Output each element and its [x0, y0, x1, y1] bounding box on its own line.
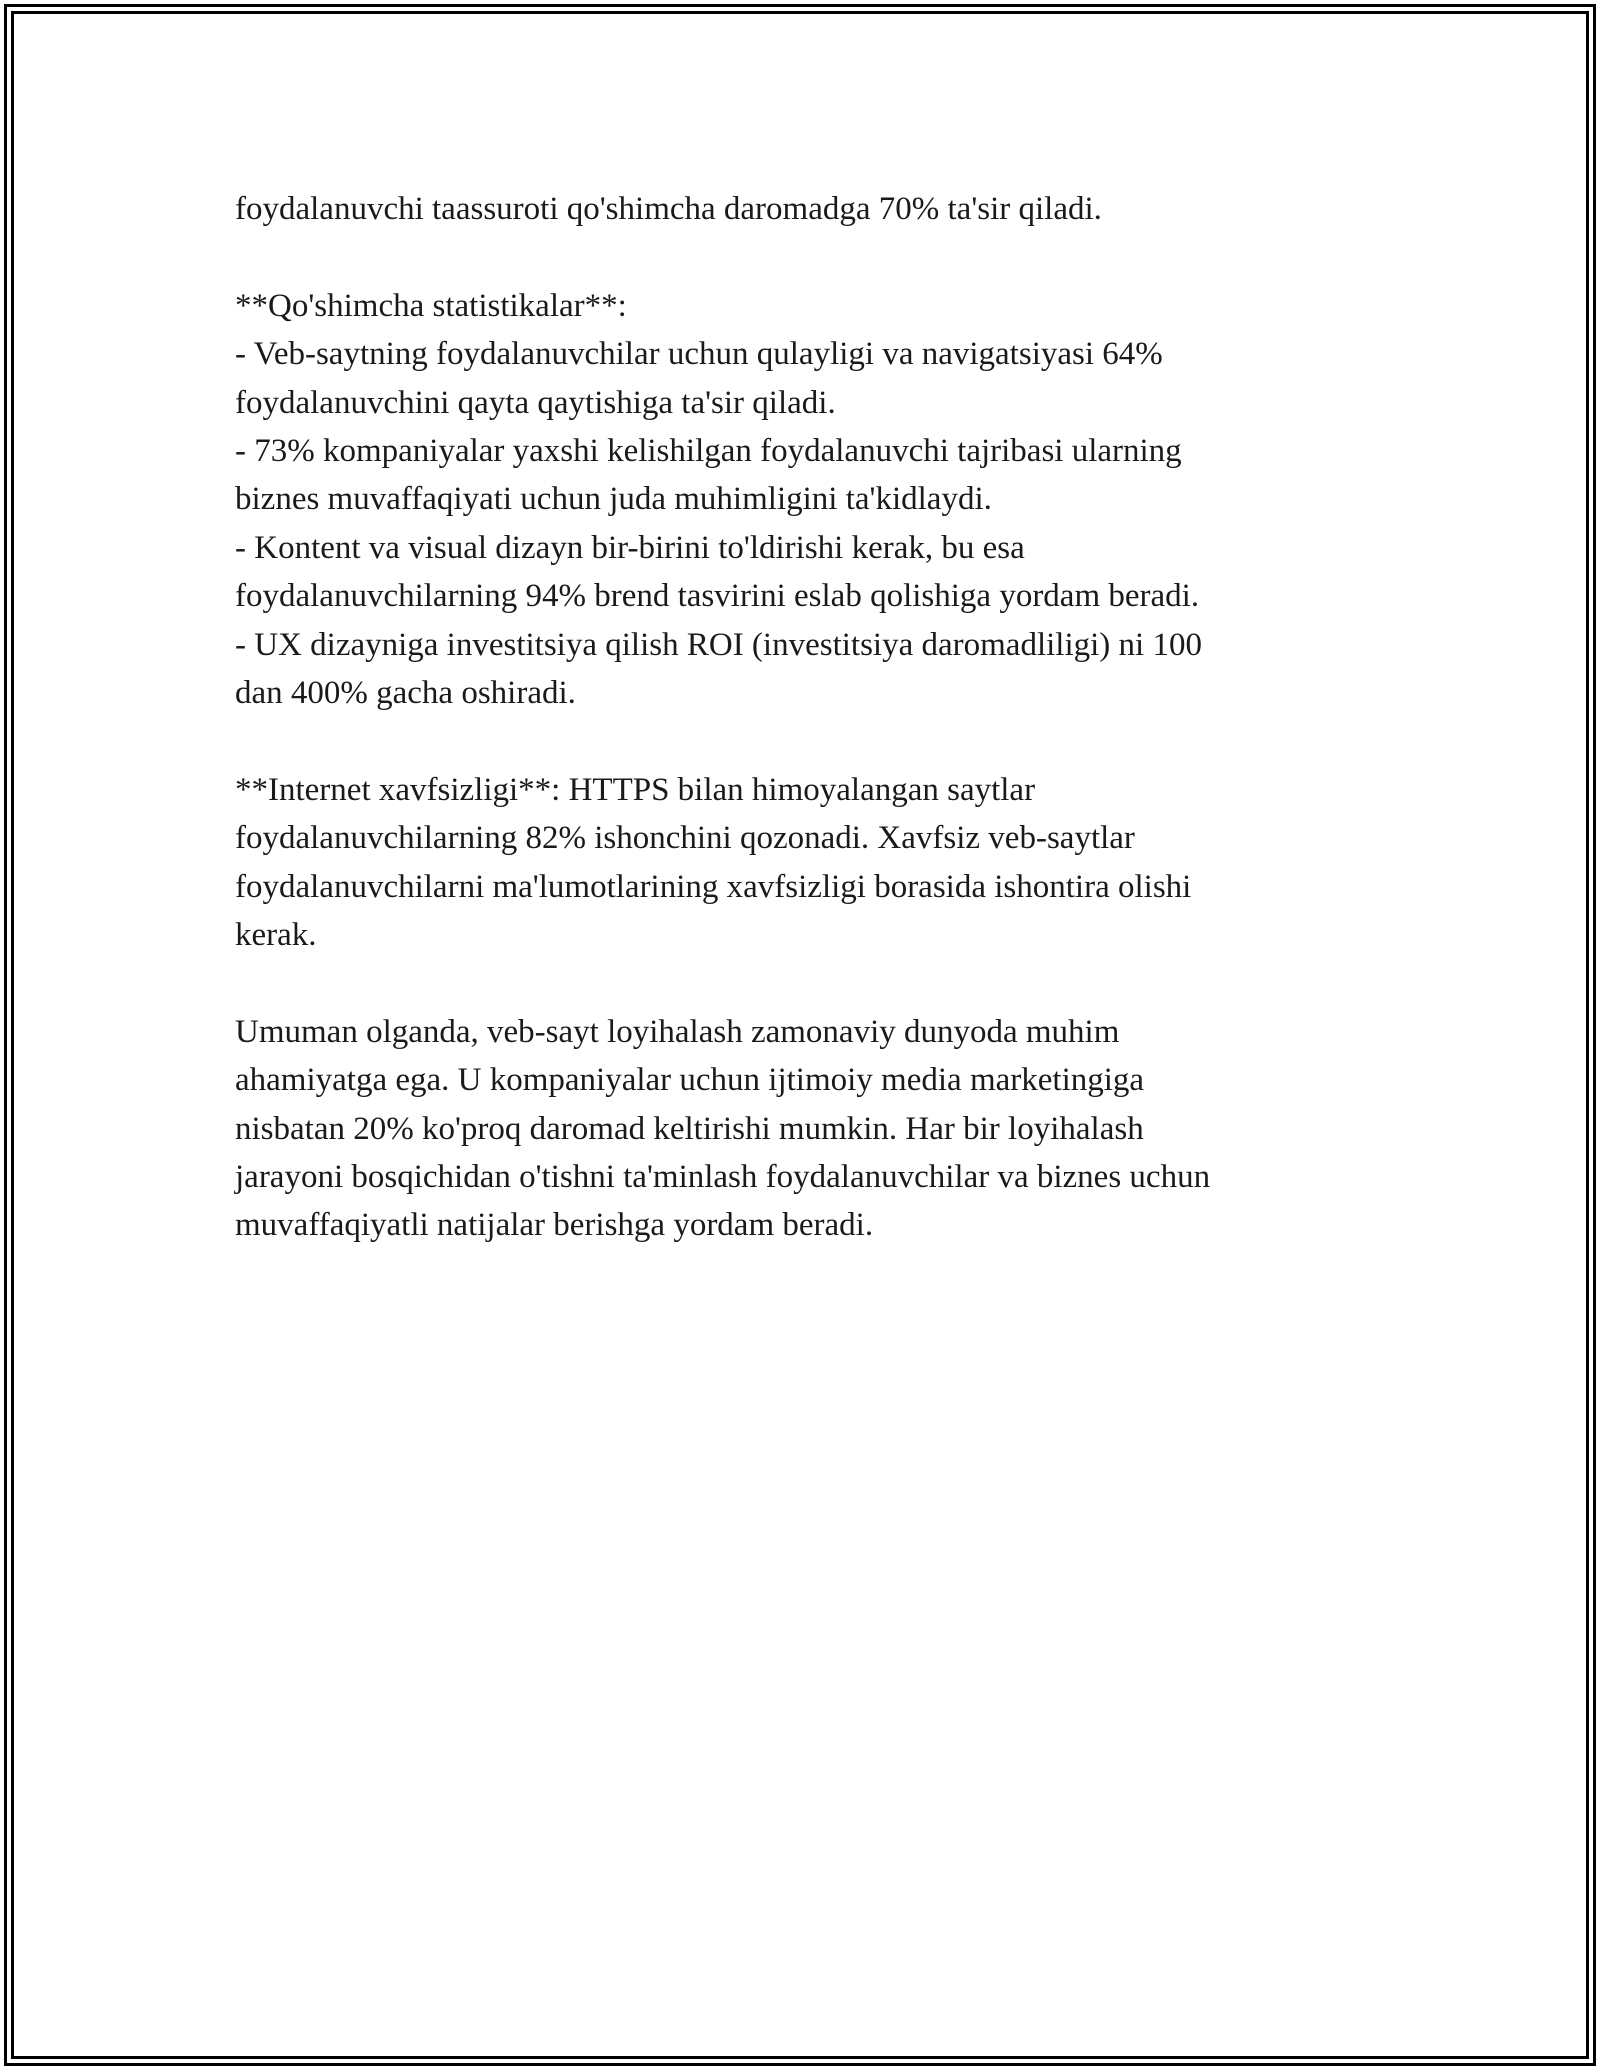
paragraph-2-line-7: foydalanuvchilarning 94% brend tasvirini eslab qolishiga yordam beradi.	[235, 578, 1200, 615]
paragraph-2-line-4: - 73% kompaniyalar yaxshi kelishilgan foydalanuvchi tajribasi ularning	[235, 433, 1182, 470]
paragraph-spacer	[235, 959, 1365, 1007]
paragraph-2-line-2: - Veb-saytning foydalanuvchilar uchun qulayligi va navigatsiyasi 64%	[235, 336, 1163, 373]
paragraph-2-line-5: biznes muvaffaqiyati uchun juda muhimligini ta'kidlaydi.	[235, 481, 992, 518]
paragraph-3-line-3: foydalanuvchilarni ma'lumotlarining xavfsizligi borasida ishontira olishi	[235, 868, 1192, 905]
document-body	[235, 185, 1365, 1250]
paragraph-4-line-4: jarayoni bosqichidan o'tishni ta'minlash foydalanuvchilar va biznes uchun	[235, 1159, 1211, 1196]
paragraph-4-line-1: Umuman olganda, veb-sayt loyihalash zamonaviy dunyoda muhim	[235, 1013, 1120, 1050]
paragraph-3-line-4: kerak.	[235, 917, 317, 954]
paragraph-2-line-1: **Qo'shimcha statistikalar**:	[235, 287, 627, 324]
paragraph-4-line-2: ahamiyatga ega. U kompaniyalar uchun ijtimoiy media marketingiga	[235, 1062, 1145, 1099]
paragraph-spacer	[235, 717, 1365, 765]
paragraph-2-line-9: dan 400% gacha oshiradi.	[235, 675, 576, 712]
paragraph-2-line-3: foydalanuvchini qayta qaytishiga ta'sir qiladi.	[235, 384, 836, 421]
paragraph-spacer	[235, 233, 1365, 281]
paragraph-2-line-6: - Kontent va visual dizayn bir-birini to'ldirishi kerak, bu esa	[235, 529, 1025, 566]
paragraph-4-line-5: muvaffaqiyatli natijalar berishga yordam beradi.	[235, 1207, 874, 1244]
paragraph-1-line-1: foydalanuvchi taassuroti qo'shimcha daromadga 70% ta'sir qiladi.	[235, 191, 1102, 227]
paragraph-4-line-3: nisbatan 20% ko'proq daromad keltirishi mumkin. Har bir loyihalash	[235, 1110, 1144, 1147]
paragraph-3-line-2: foydalanuvchilarning 82% ishonchini qozonadi. Xavfsiz veb-saytlar	[235, 820, 1135, 857]
paragraph-2-line-8: - UX dizayniga investitsiya qilish ROI (investitsiya daromadliligi) ni 100	[235, 626, 1202, 663]
paragraph-3-line-1: **Internet xavfsizligi**: HTTPS bilan himoyalangan saytlar	[235, 771, 1036, 808]
